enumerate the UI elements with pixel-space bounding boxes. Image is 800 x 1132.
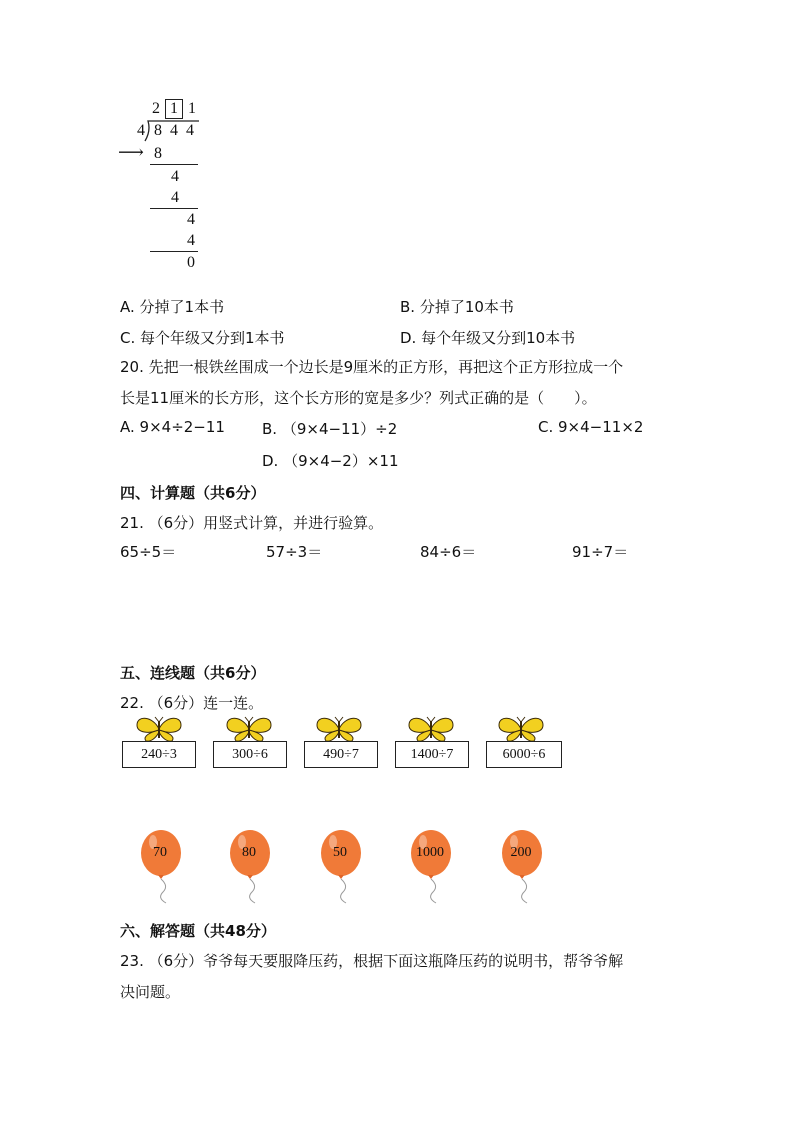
balloon-icon [228,828,272,904]
divider-2 [150,208,198,209]
section-5-heading: 五、连线题（共6分） [120,664,266,682]
step-1: 8 [154,145,162,162]
balloon-value-2: 80 [242,845,256,860]
expression-box-2: 300÷6 [213,741,287,768]
section-6-heading: 六、解答题（共48分） [120,922,276,940]
calc-item-3: 84÷6＝ [420,543,477,561]
q20-line-1: 20. 先把一根铁丝围成一个边长是9厘米的正方形，再把这个正方形拉成一个 [120,358,624,376]
q20-option-a: A. 9×4÷2−11 [120,418,225,436]
dividend-digit-3: 4 [186,122,194,139]
q19-option-b: B. 分掉了10本书 [400,298,514,316]
butterfly-icon [496,716,546,742]
step-3: 4 [171,189,179,206]
expression-box-5: 6000÷6 [486,741,562,768]
expression-box-3: 490÷7 [304,741,378,768]
step-4: 4 [187,211,195,228]
balloon-value-5: 200 [510,845,532,860]
balloon-value-4: 1000 [416,845,444,860]
q19-option-d: D. 每个年级又分到10本书 [400,329,576,347]
balloon-value-1: 70 [153,845,167,860]
balloon-value-3: 50 [333,845,347,860]
expression-box-4: 1400÷7 [395,741,469,768]
balloon-icon [139,828,183,904]
step-5: 4 [187,232,195,249]
calc-item-2: 57÷3＝ [266,543,323,561]
balloon-icon [319,828,363,904]
q20-option-c: C. 9×4−11×2 [538,418,644,436]
q23-line-2: 决问题。 [120,983,181,1001]
calc-item-4: 91÷7＝ [572,543,629,561]
expression-box-1: 240÷3 [122,741,196,768]
butterfly-icon [314,716,364,742]
q19-option-c: C. 每个年级又分到1本书 [120,329,285,347]
divisor: 4 [137,122,145,139]
dividend-digit-2: 4 [170,122,178,139]
q20-line-2: 长是11厘米的长方形，这个长方形的宽是多少？列式正确的是（ ）。 [120,389,597,407]
balloon-icon [409,828,453,904]
quotient-digit-3: 1 [188,100,196,117]
balloon-icon [500,828,544,904]
quotient-digit-2: 1 [170,100,178,117]
butterfly-icon [224,716,274,742]
arrow-icon: ⟶ [118,142,144,162]
butterfly-icon [406,716,456,742]
step-6: 0 [187,254,195,271]
divider-3 [150,251,198,252]
calc-item-1: 65÷5＝ [120,543,177,561]
section-4-heading: 四、计算题（共6分） [120,484,266,502]
q20-option-d: D. （9×4−2）×11 [262,452,399,470]
q21-prompt: 21. （6分）用竖式计算，并进行验算。 [120,514,384,532]
divider-1 [150,164,198,165]
q22-prompt: 22. （6分）连一连。 [120,694,264,712]
dividend-digit-1: 8 [154,122,162,139]
q20-option-b: B. （9×4−11）÷2 [262,420,398,438]
q19-option-a: A. 分掉了1本书 [120,298,225,316]
quotient-digit-1: 2 [152,100,160,117]
step-2: 4 [171,168,179,185]
butterfly-icon [134,716,184,742]
q23-line-1: 23. （6分）爷爷每天要服降压药，根据下面这瓶降压药的说明书，帮爷爷解 [120,952,624,970]
